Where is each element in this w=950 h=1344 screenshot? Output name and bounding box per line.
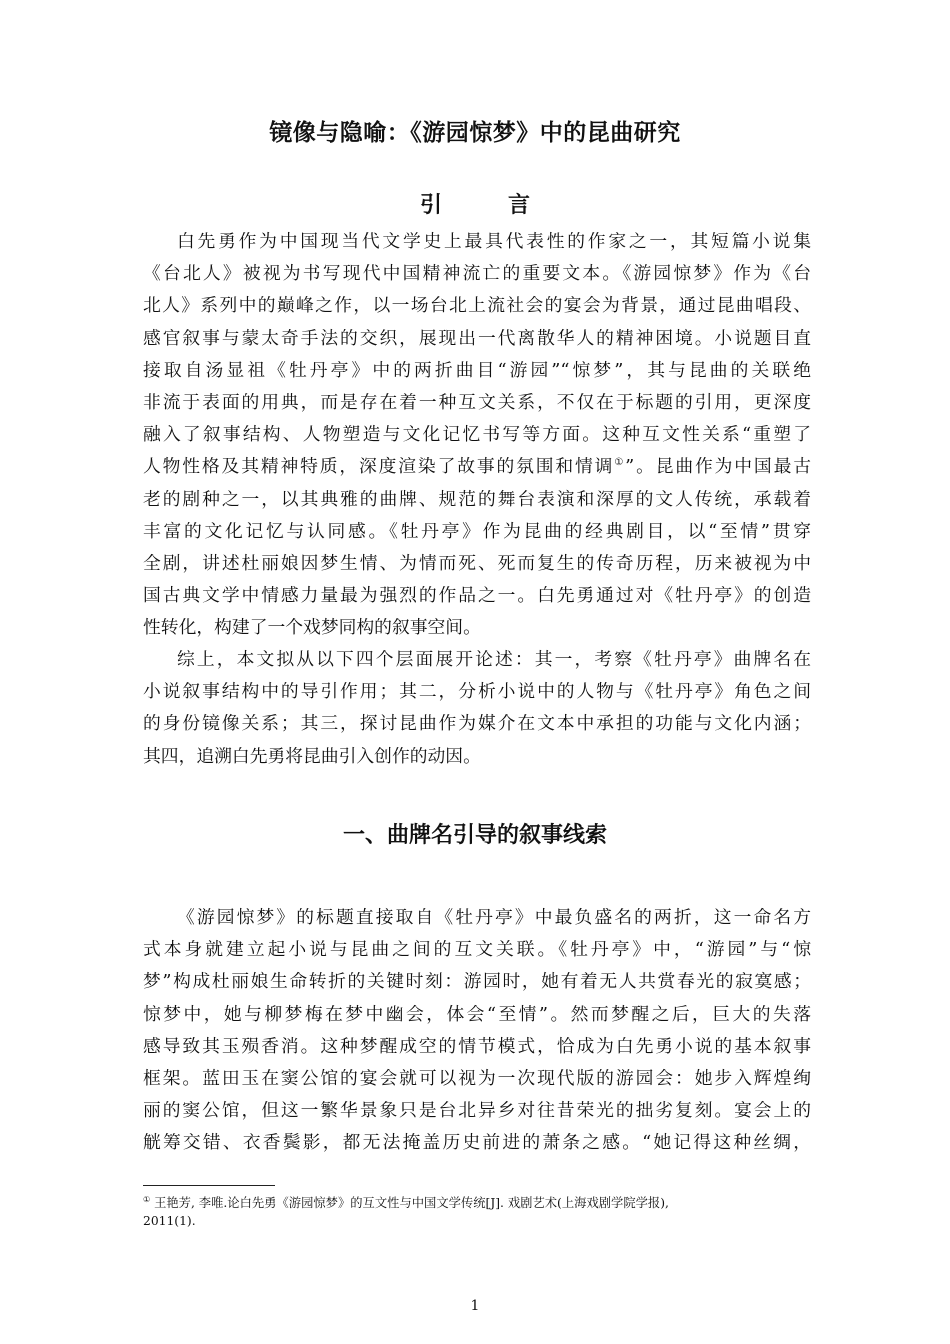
text-line: 北人》系列中的巅峰之作，以一场台北上流社会的宴会为背景，通过昆曲唱段、 xyxy=(143,295,811,317)
text-line: 融入了叙事结构、人物塑造与文化记忆书写等方面。这种互文性关系“重塑了 xyxy=(143,424,811,446)
section-1-heading: 一、曲牌名引导的叙事线索 xyxy=(342,823,607,848)
text-line: 感官叙事与蒙太奇手法的交织，展现出一代离散华人的精神困境。小说题目直 xyxy=(143,327,811,349)
footnote xyxy=(143,1194,811,1230)
footnote-marker: ① xyxy=(143,1195,151,1204)
text-line: 的身份镜像关系；其三，探讨昆曲作为媒介在文本中承担的功能与文化内涵； xyxy=(143,713,811,735)
text-line: 感导致其玉殒香消。这种梦醒成空的情节模式，恰成为白先勇小说的基本叙事 xyxy=(143,1035,811,1057)
text-line: 接取自汤显祖《牡丹亭》中的两折曲目“游园”“惊梦”，其与昆曲的关联绝 xyxy=(143,359,811,381)
text-line: 小说叙事结构中的导引作用；其二，分析小说中的人物与《牡丹亭》角色之间 xyxy=(143,681,811,703)
text-line: 其四，追溯白先勇将昆曲引入创作的动因。 xyxy=(143,745,481,767)
footnote-line: 2011(1). xyxy=(143,1214,196,1228)
text-line: 老的剧种之一，以其典雅的曲牌、规范的舞台表演和深厚的文人传统，承载着 xyxy=(143,488,811,510)
text-line: 白先勇作为中国现当代文学史上最具代表性的作家之一，其短篇小说集 xyxy=(177,231,811,252)
section-1-paragraph xyxy=(143,902,811,1160)
text-line: 惊梦中，她与柳梦梅在梦中幽会，体会“至情”。然而梦醒之后，巨大的失落 xyxy=(143,1003,811,1025)
footnote-separator xyxy=(143,1185,275,1186)
introduction-paragraph-1 xyxy=(143,226,811,644)
text-line: 非流于表面的用典，而是存在着一种互文关系，不仅在于标题的引用，更深度 xyxy=(143,391,811,413)
text-line: 《台北人》被视为书写现代中国精神流亡的重要文本。《游园惊梦》作为《台 xyxy=(143,263,811,285)
text-line: 综上，本文拟从以下四个层面展开论述：其一，考察《牡丹亭》曲牌名在 xyxy=(177,649,811,670)
footnote-reference[interactable]: ① xyxy=(614,457,626,469)
introduction-heading-char-2: 言 xyxy=(508,193,531,218)
text-line: 丰富的文化记忆与认同感。《牡丹亭》作为昆曲的经典剧目，以“至情”贯穿 xyxy=(143,520,811,542)
text-line: 框架。蓝田玉在窦公馆的宴会就可以视为一次现代版的游园会：她步入辉煌绚 xyxy=(143,1067,811,1089)
text-line: 式本身就建立起小说与昆曲之间的互文关联。《牡丹亭》中，“游园”与“惊 xyxy=(143,939,811,961)
text-segment: 人物性格及其精神特质，深度渲染了故事的氛围和情调 xyxy=(143,456,615,478)
text-line: 《游园惊梦》的标题直接取自《牡丹亭》中最负盛名的两折，这一命名方 xyxy=(177,907,811,928)
text-segment: ”。昆曲作为中国最古 xyxy=(625,456,811,478)
introduction-heading xyxy=(0,188,950,219)
text-line: 国古典文学中情感力量最为强烈的作品之一。白先勇通过对《牡丹亭》的创造 xyxy=(143,585,811,607)
introduction-paragraph-2 xyxy=(143,644,811,773)
introduction-heading-char-1: 引 xyxy=(419,193,442,218)
text-line: 觥筹交错、衣香鬓影，都无法掩盖历史前进的萧条之感。“她记得这种丝绸， xyxy=(143,1132,811,1154)
text-line: 丽的窦公馆，但这一繁华景象只是台北异乡对往昔荣光的拙劣复刻。宴会上的 xyxy=(143,1100,811,1122)
text-line: 梦”构成杜丽娘生命转折的关键时刻：游园时，她有着无人共赏春光的寂寞感； xyxy=(143,971,811,993)
footnote-line xyxy=(143,1194,811,1212)
page-number: 1 xyxy=(470,1298,480,1314)
text-line-with-footnote xyxy=(143,451,811,483)
text-line: 性转化，构建了一个戏梦同构的叙事空间。 xyxy=(143,617,481,639)
text-line: 全剧，讲述杜丽娘因梦生情、为情而死、死而复生的传奇历程，历来被视为中 xyxy=(143,552,811,574)
footnote-text: 王艳芳, 李唯.论白先勇《游园惊梦》的互文性与中国文学传统[J]. 戏剧艺术(上海戏剧学院学报), xyxy=(150,1196,669,1210)
paper-title: 镜像与隐喻：《游园惊梦》中的昆曲研究 xyxy=(269,120,681,146)
